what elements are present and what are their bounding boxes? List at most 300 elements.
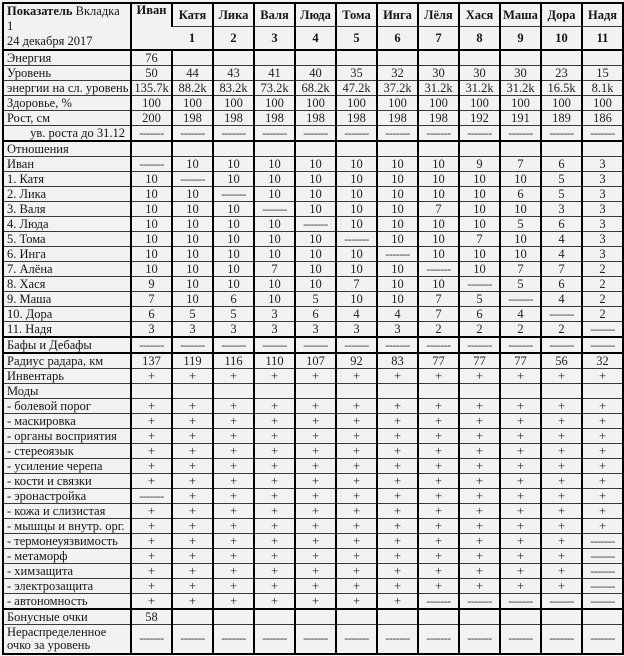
cell: + (254, 504, 295, 519)
cell: + (254, 594, 295, 610)
cell: ------- (172, 172, 213, 187)
cell: + (500, 534, 541, 549)
table-row (3, 126, 623, 142)
cell: + (418, 579, 459, 594)
cell: + (582, 474, 623, 489)
cell: 10 (213, 277, 254, 292)
cell: 32 (377, 66, 418, 81)
cell: ------- (418, 594, 459, 610)
cell: 189 (541, 111, 582, 126)
row-label: 4. Люда (3, 217, 131, 232)
cell: 3 (582, 187, 623, 202)
cell: 198 (377, 111, 418, 126)
cell: + (541, 519, 582, 534)
cell: 100 (254, 96, 295, 111)
cell: 10 (500, 247, 541, 262)
cell: 10 (254, 247, 295, 262)
cell: + (377, 489, 418, 504)
cell: + (295, 519, 336, 534)
cell: 3 (295, 322, 336, 338)
cell: 10 (295, 202, 336, 217)
cell: + (459, 564, 500, 579)
column-header-3: Валя (254, 3, 295, 27)
cell (131, 141, 172, 157)
cell: 198 (172, 111, 213, 126)
cell (418, 609, 459, 625)
cell: 10 (213, 262, 254, 277)
cell: 76 (131, 50, 172, 66)
table-row (3, 292, 623, 307)
column-header-8: Хася (459, 3, 500, 27)
row-label: Моды (3, 384, 131, 399)
row-label: 11. Надя (3, 322, 131, 338)
cell: + (295, 594, 336, 610)
cell: + (336, 444, 377, 459)
cell (541, 609, 582, 625)
cell: + (131, 594, 172, 610)
cell: 100 (418, 96, 459, 111)
cell: + (459, 399, 500, 414)
cell: 10 (172, 262, 213, 277)
table-row (3, 322, 623, 338)
column-number-3: 3 (254, 27, 295, 51)
cell: 7 (336, 277, 377, 292)
cell: 3 (254, 322, 295, 338)
cell: ------- (541, 337, 582, 353)
cell: + (377, 414, 418, 429)
cell (541, 384, 582, 399)
column-header-4: Люда (295, 3, 336, 27)
cell: 10 (418, 157, 459, 172)
cell (295, 50, 336, 66)
cell: 198 (254, 111, 295, 126)
table-row (3, 307, 623, 322)
cell: 10 (254, 217, 295, 232)
cell: ------- (295, 337, 336, 353)
cell: + (418, 474, 459, 489)
cell: ------- (459, 277, 500, 292)
cell: ------- (541, 625, 582, 655)
cell: + (131, 504, 172, 519)
date-label: 24 декабря 2017 (7, 34, 93, 48)
cell: 5 (295, 292, 336, 307)
cell: + (582, 369, 623, 384)
cell: + (418, 444, 459, 459)
cell: 10 (418, 232, 459, 247)
cell: ------- (418, 625, 459, 655)
cell: 3 (131, 322, 172, 338)
cell: ------- (131, 625, 172, 655)
cell (295, 609, 336, 625)
cell: + (459, 579, 500, 594)
cell: ------- (459, 594, 500, 610)
cell: + (336, 399, 377, 414)
cell: 30 (500, 66, 541, 81)
table-row (3, 414, 623, 429)
cell: + (131, 369, 172, 384)
table-row (3, 625, 623, 655)
row-label: Рост, см (3, 111, 131, 126)
cell: 77 (418, 353, 459, 369)
cell: 10 (172, 277, 213, 292)
cell: + (541, 534, 582, 549)
cell: + (500, 459, 541, 474)
cell: 3 (582, 217, 623, 232)
cell: ------- (254, 337, 295, 353)
cell (213, 609, 254, 625)
cell: + (459, 534, 500, 549)
column-header-9: Маша (500, 3, 541, 27)
cell: + (377, 579, 418, 594)
cell: 77 (459, 353, 500, 369)
cell: 10 (131, 172, 172, 187)
column-number-7: 7 (418, 27, 459, 51)
cell: 35 (336, 66, 377, 81)
cell: ------- (541, 594, 582, 610)
column-number-10: 10 (541, 27, 582, 51)
cell: + (213, 444, 254, 459)
table-row (3, 489, 623, 504)
cell: 2 (582, 292, 623, 307)
cell: + (418, 564, 459, 579)
cell (254, 141, 295, 157)
row-label: Нераспределенное очко за уровень (3, 625, 131, 655)
cell: + (377, 474, 418, 489)
column-number-1: 1 (172, 27, 213, 51)
cell: + (459, 459, 500, 474)
row-label: - стереоязык (3, 444, 131, 459)
cell: + (500, 444, 541, 459)
row-label: - электрозащита (3, 579, 131, 594)
cell (377, 384, 418, 399)
cell: 3 (254, 307, 295, 322)
column-header-6: Инга (377, 3, 418, 27)
cell: 198 (336, 111, 377, 126)
cell: 100 (377, 96, 418, 111)
table-row (3, 111, 623, 126)
cell: + (295, 564, 336, 579)
row-label: 5. Тома (3, 232, 131, 247)
cell: ------- (418, 262, 459, 277)
cell (500, 384, 541, 399)
cell: + (295, 504, 336, 519)
cell: + (377, 429, 418, 444)
table-row (3, 202, 623, 217)
cell: 68.2k (295, 81, 336, 96)
table-row (3, 549, 623, 564)
row-label: 10. Дора (3, 307, 131, 322)
cell: 5 (541, 187, 582, 202)
cell: 2 (418, 322, 459, 338)
cell (172, 141, 213, 157)
column-header-0: Иван (131, 3, 172, 50)
cell: + (500, 504, 541, 519)
cell: 10 (459, 217, 500, 232)
cell: + (377, 399, 418, 414)
column-number-5: 5 (336, 27, 377, 51)
cell: 83.2k (213, 81, 254, 96)
row-label: Инвентарь (3, 369, 131, 384)
cell: + (541, 429, 582, 444)
cell: 10 (131, 247, 172, 262)
row-label: энергии на сл. уровень (3, 81, 131, 96)
cell: + (336, 504, 377, 519)
table-row (3, 519, 623, 534)
cell: ------- (500, 292, 541, 307)
cell: + (500, 414, 541, 429)
cell: + (336, 459, 377, 474)
cell (582, 384, 623, 399)
cell: + (541, 504, 582, 519)
cell: + (582, 489, 623, 504)
cell: + (418, 369, 459, 384)
cell: + (582, 459, 623, 474)
table-row (3, 564, 623, 579)
cell: + (541, 459, 582, 474)
cell: + (336, 534, 377, 549)
cell: ------- (418, 126, 459, 142)
cell (295, 141, 336, 157)
cell: + (500, 564, 541, 579)
cell: + (295, 474, 336, 489)
table-row (3, 399, 623, 414)
cell: + (541, 579, 582, 594)
cell: 3 (541, 202, 582, 217)
table-row (3, 172, 623, 187)
cell: 2 (582, 307, 623, 322)
row-label: Бафы и Дебафы (3, 337, 131, 353)
cell: ------- (500, 126, 541, 142)
cell: 100 (172, 96, 213, 111)
cell: + (254, 519, 295, 534)
cell: 73.2k (254, 81, 295, 96)
cell: ------- (172, 625, 213, 655)
cell (459, 50, 500, 66)
cell: ------- (295, 625, 336, 655)
cell: + (172, 579, 213, 594)
cell: ------- (336, 126, 377, 142)
tab-label[interactable]: Вкладка 1 (7, 4, 120, 33)
cell: + (254, 564, 295, 579)
cell: ------- (336, 625, 377, 655)
cell: + (213, 504, 254, 519)
cell: + (541, 414, 582, 429)
cell: + (213, 414, 254, 429)
cell: + (500, 489, 541, 504)
cell (377, 609, 418, 625)
row-label: Радиус радара, км (3, 353, 131, 369)
cell: 2 (500, 322, 541, 338)
cell: ------- (500, 337, 541, 353)
cell: 100 (459, 96, 500, 111)
cell: 10 (377, 157, 418, 172)
cell: 47.2k (336, 81, 377, 96)
cell: + (172, 474, 213, 489)
cell: + (500, 519, 541, 534)
cell: 191 (500, 111, 541, 126)
cell: 10 (336, 217, 377, 232)
cell: + (254, 474, 295, 489)
cell: ------- (459, 625, 500, 655)
cell (254, 609, 295, 625)
cell: + (500, 399, 541, 414)
cell: 4 (377, 307, 418, 322)
cell (582, 141, 623, 157)
cell: + (377, 594, 418, 610)
cell: 10 (213, 232, 254, 247)
cell: + (172, 549, 213, 564)
cell: + (336, 549, 377, 564)
cell: 110 (254, 353, 295, 369)
cell: 10 (336, 202, 377, 217)
cell: 10 (172, 247, 213, 262)
cell: + (213, 474, 254, 489)
cell: + (418, 519, 459, 534)
cell: + (213, 369, 254, 384)
cell: + (336, 369, 377, 384)
cell: + (131, 429, 172, 444)
cell: 41 (254, 66, 295, 81)
row-label: Иван (3, 157, 131, 172)
cell: + (336, 594, 377, 610)
cell: ------- (582, 594, 623, 610)
cell: 10 (377, 202, 418, 217)
cell (336, 141, 377, 157)
cell: 107 (295, 353, 336, 369)
cell: + (459, 519, 500, 534)
cell: 6 (459, 307, 500, 322)
cell: 10 (377, 172, 418, 187)
cell: + (418, 414, 459, 429)
cell: + (295, 429, 336, 444)
cell (295, 384, 336, 399)
cell (213, 384, 254, 399)
cell: + (254, 579, 295, 594)
cell: + (254, 459, 295, 474)
cell: ------- (336, 337, 377, 353)
cell: 6 (541, 157, 582, 172)
cell: 10 (336, 172, 377, 187)
cell (377, 50, 418, 66)
cell (459, 384, 500, 399)
cell (459, 141, 500, 157)
cell: ------- (582, 564, 623, 579)
cell: 30 (459, 66, 500, 81)
cell: + (500, 474, 541, 489)
table-body (3, 50, 623, 654)
table-row (3, 50, 623, 66)
cell: + (377, 534, 418, 549)
cell: + (295, 534, 336, 549)
cell: + (254, 399, 295, 414)
cell: 7 (500, 157, 541, 172)
cell: + (213, 549, 254, 564)
cell: + (582, 444, 623, 459)
cell: + (582, 519, 623, 534)
cell: + (131, 549, 172, 564)
table-row (3, 609, 623, 625)
table-row (3, 157, 623, 172)
cell: + (336, 489, 377, 504)
cell: 10 (213, 202, 254, 217)
cell: ------- (500, 594, 541, 610)
column-header-10: Дора (541, 3, 582, 27)
cell: 4 (336, 307, 377, 322)
table-row (3, 384, 623, 399)
column-header-2: Лика (213, 3, 254, 27)
row-label: - автономность (3, 594, 131, 610)
cell: 100 (541, 96, 582, 111)
cell: + (541, 444, 582, 459)
table-row (3, 369, 623, 384)
cell: 137 (131, 353, 172, 369)
cell: 50 (131, 66, 172, 81)
column-number-11: 11 (582, 27, 623, 51)
cell: + (172, 594, 213, 610)
cell: 10 (131, 217, 172, 232)
cell: ------- (213, 625, 254, 655)
table-row (3, 187, 623, 202)
cell: 6 (213, 292, 254, 307)
cell: + (418, 459, 459, 474)
cell: ------- (254, 625, 295, 655)
cell: + (131, 459, 172, 474)
column-header-7: Лёля (418, 3, 459, 27)
cell: + (336, 414, 377, 429)
cell: 10 (336, 247, 377, 262)
cell: 56 (541, 353, 582, 369)
cell: + (459, 504, 500, 519)
row-label: Бонусные очки (3, 609, 131, 625)
cell: ------- (582, 337, 623, 353)
cell: 10 (254, 172, 295, 187)
cell: 31.2k (418, 81, 459, 96)
table-row (3, 444, 623, 459)
cell (172, 609, 213, 625)
cell: 6 (500, 187, 541, 202)
cell (500, 609, 541, 625)
cell: 4 (541, 247, 582, 262)
cell (418, 384, 459, 399)
cell: 8.1k (582, 81, 623, 96)
cell: 10 (336, 262, 377, 277)
cell: + (131, 519, 172, 534)
row-label: 9. Маша (3, 292, 131, 307)
cell (418, 141, 459, 157)
cell: 83 (377, 353, 418, 369)
cell: + (131, 564, 172, 579)
column-header-5: Тома (336, 3, 377, 27)
row-label: 6. Инга (3, 247, 131, 262)
row-label: Энергия (3, 50, 131, 66)
cell: 10 (254, 157, 295, 172)
cell: 10 (295, 187, 336, 202)
row-label: Здоровье, % (3, 96, 131, 111)
cell: 192 (459, 111, 500, 126)
cell: 10 (295, 157, 336, 172)
cell: 7 (500, 262, 541, 277)
cell: ------- (213, 187, 254, 202)
table-row (3, 504, 623, 519)
cell: + (500, 429, 541, 444)
column-number-6: 6 (377, 27, 418, 51)
cell: + (295, 459, 336, 474)
cell (172, 50, 213, 66)
cell: 10 (254, 187, 295, 202)
cell: 10 (418, 247, 459, 262)
cell: ------- (172, 337, 213, 353)
cell: 92 (336, 353, 377, 369)
